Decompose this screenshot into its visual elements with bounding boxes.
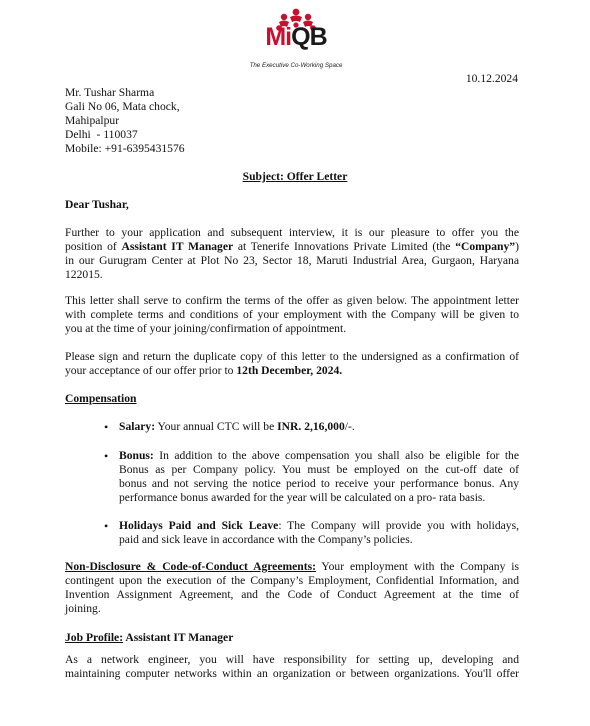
- address-line: Mahipalpur: [65, 114, 120, 127]
- subject-line: Subject: Offer Letter: [242, 170, 348, 183]
- acceptance-deadline: 12th December, 2024.: [236, 364, 343, 377]
- text-line: your acceptance of our offer prior to 12th December, 2024.: [65, 364, 343, 377]
- text-line: Invention Assignment Agreement, and the Code of Conduct Agreement at the time of: [65, 588, 519, 601]
- text-line: with complete terms and conditions of your employment with the Company will be given to: [65, 308, 519, 321]
- job-profile-paragraph: [65, 653, 519, 681]
- text-line: Holidays Paid and Sick Leave: The Company will provide you with holidays,: [119, 519, 519, 532]
- text-line: paid and sick leave in accordance with the Company’s policies.: [119, 533, 413, 546]
- salary-amount: INR. 2,16,000: [277, 420, 345, 433]
- text-line: bonus and not serving the notice period to receive your performance bonus. Any: [119, 477, 519, 490]
- text-line: joining.: [65, 602, 101, 615]
- text-line: Bonus as per Company policy. You must be employed on the cut-off date of: [119, 463, 519, 476]
- text-line: maintaining computer networks within an organization or between organizations. You'll offer: [65, 667, 519, 680]
- position-title: Assistant IT Manager: [121, 240, 234, 253]
- intro-paragraph: [65, 226, 519, 282]
- salary-item: Salary: Your annual CTC will be INR. 2,16,000/-.: [119, 420, 355, 433]
- compensation-heading: Compensation: [65, 392, 137, 405]
- text-line: performance bonus awarded for the year will be calculated on a pro- rata basis.: [119, 491, 486, 504]
- job-profile-title: Assistant IT Manager: [123, 631, 234, 644]
- logo-wordmark: MiQB: [265, 23, 327, 51]
- salary-label: Salary:: [119, 420, 156, 433]
- holidays-label: Holidays Paid and Sick Leave: [119, 519, 279, 532]
- recipient-mobile: Mobile: +91-6395431576: [65, 142, 185, 155]
- text-line: Further to your application and subsequent interview, it is our pleasure to offer you the: [65, 226, 519, 239]
- text-line: Please sign and return the duplicate copy of this letter to the undersigned as a confirmation of: [65, 350, 519, 363]
- job-profile-label: Job Profile:: [65, 631, 124, 644]
- recipient-address: [65, 86, 185, 156]
- text-line: Non-Disclosure & Code-of-Conduct Agreements: Your employment with the Company is: [65, 560, 519, 573]
- address-line: Delhi - 110037: [65, 128, 138, 141]
- company-reference: “Company”: [455, 240, 516, 253]
- holidays-item: [119, 519, 519, 547]
- text-line: you at the time of your joining/confirmation of appointment.: [65, 322, 347, 335]
- company-logo: [244, 8, 348, 70]
- bullet-icon: •: [104, 449, 109, 463]
- nda-heading: Non-Disclosure & Code-of-Conduct Agreements:: [65, 560, 316, 573]
- text-line: As a network engineer, you will have responsibility for setting up, developing and: [65, 653, 519, 666]
- text-line: contingent upon the execution of the Company’s Employment, Confidential Information, and: [65, 574, 519, 587]
- terms-paragraph: [65, 294, 519, 336]
- text-line: This letter shall serve to confirm the terms of the offer as given below. The appointment letter: [65, 294, 519, 307]
- text-line: 122015.: [65, 268, 103, 281]
- text-line: position of Assistant IT Manager at Tenerife Innovations Private Limited (the “Company”): [65, 240, 519, 253]
- text-line: in our Gurugram Center at Plot No 23, Sector 18, Maruti Industrial Area, Gurgaon, Haryana: [65, 254, 519, 267]
- logo-tagline: The Executive Co-Working Space: [249, 62, 343, 69]
- letter-date: 10.12.2024: [465, 72, 518, 85]
- bullet-icon: •: [104, 420, 109, 434]
- job-profile-heading: [65, 631, 519, 645]
- address-line: Gali No 06, Mata chock,: [65, 100, 180, 113]
- recipient-name: Mr. Tushar Sharma: [65, 86, 155, 99]
- bullet-icon: •: [104, 519, 109, 533]
- text-line: Bonus: In addition to the above compensation you shall also be eligible for the: [119, 449, 519, 462]
- nda-paragraph: [65, 560, 519, 616]
- bonus-label: Bonus:: [119, 449, 154, 462]
- salutation: Dear Tushar,: [65, 198, 129, 211]
- bonus-item: [119, 449, 519, 505]
- sign-paragraph: [65, 350, 519, 378]
